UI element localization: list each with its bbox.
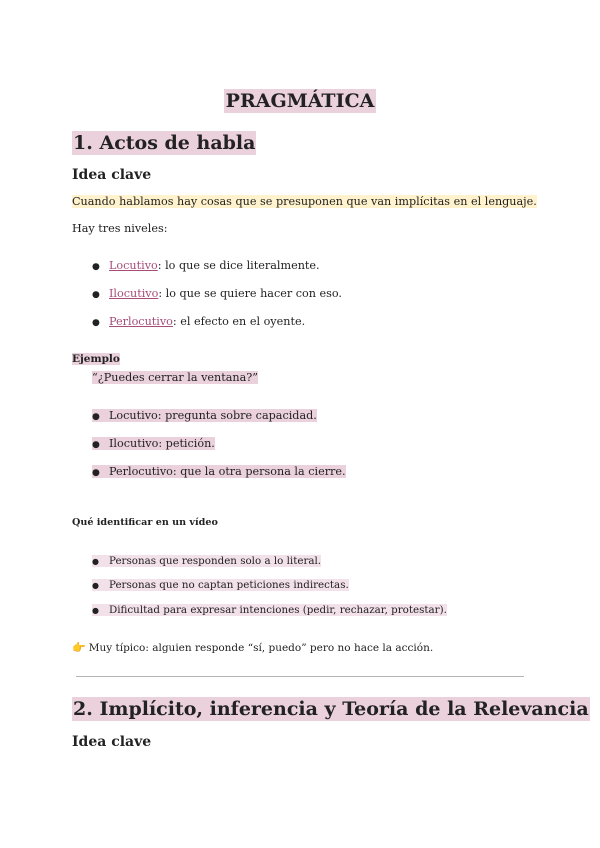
section-2-heading: 2. Implícito, inferencia y Teoría de la Relevancia [73,698,589,720]
list-item: ● Personas que responden solo a lo literal. [92,555,322,567]
list-item: ● Dificultad para expresar intenciones (pedir, rechazar, protestar). [92,604,447,616]
bullet-icon: ● [92,581,99,590]
section-2-idea-label: Idea clave [72,734,152,750]
levels-intro: Hay tres niveles: [72,222,168,235]
bullet-icon: ● [92,468,100,478]
section-1-idea-text: Cuando hablamos hay cosas que se presuponen que van implícitas en el lenguaje. [72,195,537,208]
video-label: Qué identificar en un vídeo [72,517,218,528]
tip-line: 👉 Muy típico: alguien responde “sí, puedo” pero no hace la acción. [72,641,434,654]
bullet-icon: ● [92,412,100,422]
list-item: ● Perlocutivo: que la otra persona la cierre. [92,465,346,478]
term-link[interactable]: Ilocutivo [109,287,159,300]
term-link[interactable]: Locutivo [109,259,158,272]
term-link[interactable]: Perlocutivo [109,315,173,328]
list-item: ● Ilocutivo: lo que se quiere hacer con eso. [92,287,342,300]
list-item: ● Personas que no captan peticiones indirectas. [92,579,349,591]
bullet-icon: ● [92,557,99,566]
list-item: ● Perlocutivo: el efecto en el oyente. [92,315,306,328]
list-item: ● Locutivo: pregunta sobre capacidad. [92,409,317,422]
bullet-icon: ● [92,262,100,272]
pointing-hand-icon: 👉 [72,641,86,654]
page-title: PRAGMÁTICA [225,90,375,112]
section-1-idea-label: Idea clave [72,167,152,183]
section-1-heading: 1. Actos de habla [73,132,256,154]
example-quote: “¿Puedes cerrar la ventana?” [92,371,259,384]
list-item: ● Locutivo: lo que se dice literalmente. [92,259,320,272]
bullet-icon: ● [92,606,99,615]
example-label: Ejemplo [72,353,120,365]
horizontal-divider [76,676,524,677]
bullet-icon: ● [92,318,100,328]
bullet-icon: ● [92,290,100,300]
list-item: ● Ilocutivo: petición. [92,437,215,450]
bullet-icon: ● [92,440,100,450]
